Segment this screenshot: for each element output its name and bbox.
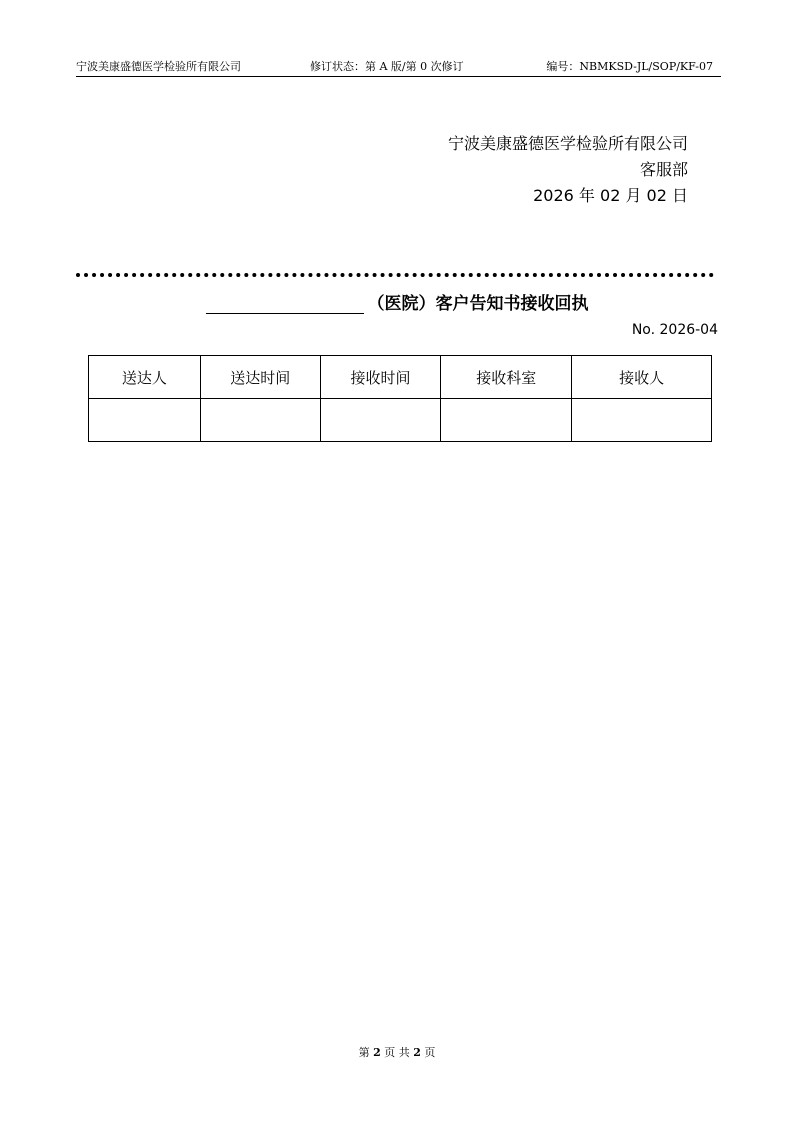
receipt-number: No. 2026-04: [631, 322, 718, 338]
column-header: 接收人: [572, 356, 712, 399]
page-footer: [0, 1044, 794, 1060]
table-cell[interactable]: [320, 399, 441, 442]
footer-prefix: 第: [358, 1046, 370, 1059]
cut-line: [76, 273, 714, 277]
table-row: [89, 399, 712, 442]
table-cell[interactable]: [572, 399, 712, 442]
receipt-title: （医院）客户告知书接收回执: [367, 294, 589, 314]
header-document-code: 编号：NBMKSD-JL/SOP/KF-07: [546, 60, 713, 73]
column-header: 接收科室: [441, 356, 572, 399]
table-cell[interactable]: [441, 399, 572, 442]
footer-middle: 页 共: [384, 1046, 410, 1059]
hospital-name-blank[interactable]: [206, 293, 364, 314]
footer-suffix: 页: [424, 1046, 436, 1059]
column-header: 送达人: [89, 356, 201, 399]
signature-date: 2026 年 02 月 02 日: [533, 186, 688, 205]
footer-total-pages: 2: [413, 1046, 421, 1059]
header-divider: [76, 76, 721, 77]
receipt-title-row: [0, 289, 794, 317]
signature-department: 客服部: [639, 160, 688, 179]
column-header: 送达时间: [200, 356, 320, 399]
header-revision: 修订状态：第 A 版/第 0 次修订: [310, 60, 464, 73]
table-cell[interactable]: [200, 399, 320, 442]
signature-block: [448, 131, 688, 209]
column-header: 接收时间: [320, 356, 441, 399]
signature-company: 宁波美康盛德医学检验所有限公司: [447, 134, 688, 153]
footer-page-number: 2: [373, 1046, 381, 1059]
table-header-row: [89, 356, 712, 399]
page-header: [76, 56, 721, 76]
table-cell[interactable]: [89, 399, 201, 442]
header-company: 宁波美康盛德医学检验所有限公司: [76, 60, 241, 73]
receipt-table: [88, 355, 712, 442]
